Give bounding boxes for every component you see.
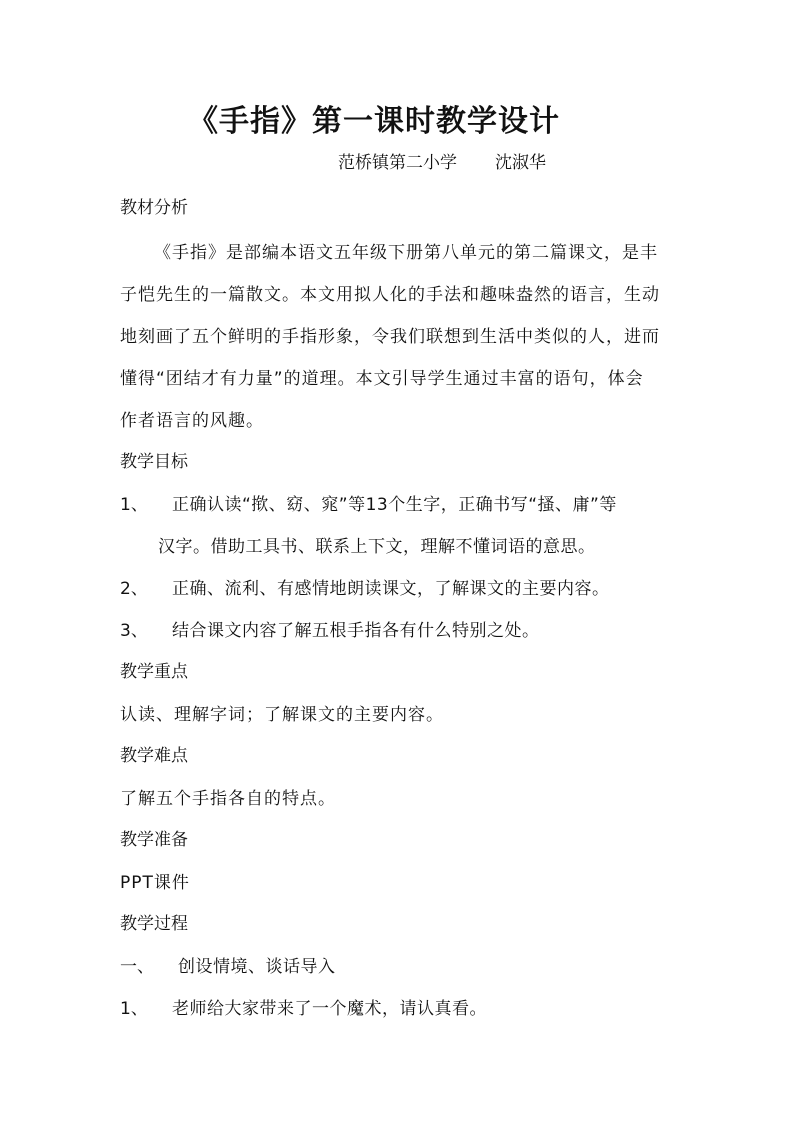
goal-text-continued: 汉字。借助工具书、联系上下文，理解不懂词语的意思。 <box>158 537 596 557</box>
school-name: 范桥镇第二小学 <box>338 153 457 173</box>
key-points-text: 认读、理解字词；了解课文的主要内容。 <box>120 705 444 725</box>
analysis-line: 地刻画了五个鲜明的手指形象，令我们联想到生活中类似的人，进而 <box>120 327 660 347</box>
analysis-line: 作者语言的风趣。 <box>120 411 264 431</box>
heading-preparation: 教学准备 <box>120 830 188 850</box>
heading-key-points: 教学重点 <box>120 662 188 682</box>
process-step-number: 1、 <box>120 999 148 1019</box>
difficulties-text: 了解五个手指各自的特点。 <box>120 789 336 809</box>
heading-teaching-goals: 教学目标 <box>120 452 188 472</box>
goal-number: 2、 <box>120 579 148 599</box>
goal-number: 3、 <box>120 621 148 641</box>
document-title: 《手指》第一课时教学设计 <box>188 104 560 139</box>
goal-text: 正确、流利、有感情地朗读课文，了解课文的主要内容。 <box>172 579 610 599</box>
analysis-line: 《手指》是部编本语文五年级下册第八单元的第二篇课文，是丰 <box>154 243 658 263</box>
process-part-text: 创设情境、谈话导入 <box>178 957 336 977</box>
preparation-text: PPT课件 <box>120 873 190 893</box>
analysis-line: 子恺先生的一篇散文。本文用拟人化的手法和趣味盎然的语言，生动 <box>120 285 660 305</box>
author-name: 沈淑华 <box>495 153 546 173</box>
analysis-line: 懂得“团结才有力量”的道理。本文引导学生通过丰富的语句，体会 <box>120 369 644 389</box>
goal-text: 结合课文内容了解五根手指各有什么特别之处。 <box>172 621 540 641</box>
goal-number: 1、 <box>120 495 148 515</box>
byline <box>338 148 546 173</box>
goal-text: 正确认读“揿、窈、窕”等13个生字，正确书写“搔、庸”等 <box>172 495 617 515</box>
heading-textbook-analysis: 教材分析 <box>120 198 188 218</box>
heading-difficulties: 教学难点 <box>120 746 188 766</box>
heading-teaching-process: 教学过程 <box>120 914 188 934</box>
process-step-text: 老师给大家带来了一个魔术，请认真看。 <box>172 999 487 1019</box>
process-part-number: 一、 <box>120 957 154 977</box>
